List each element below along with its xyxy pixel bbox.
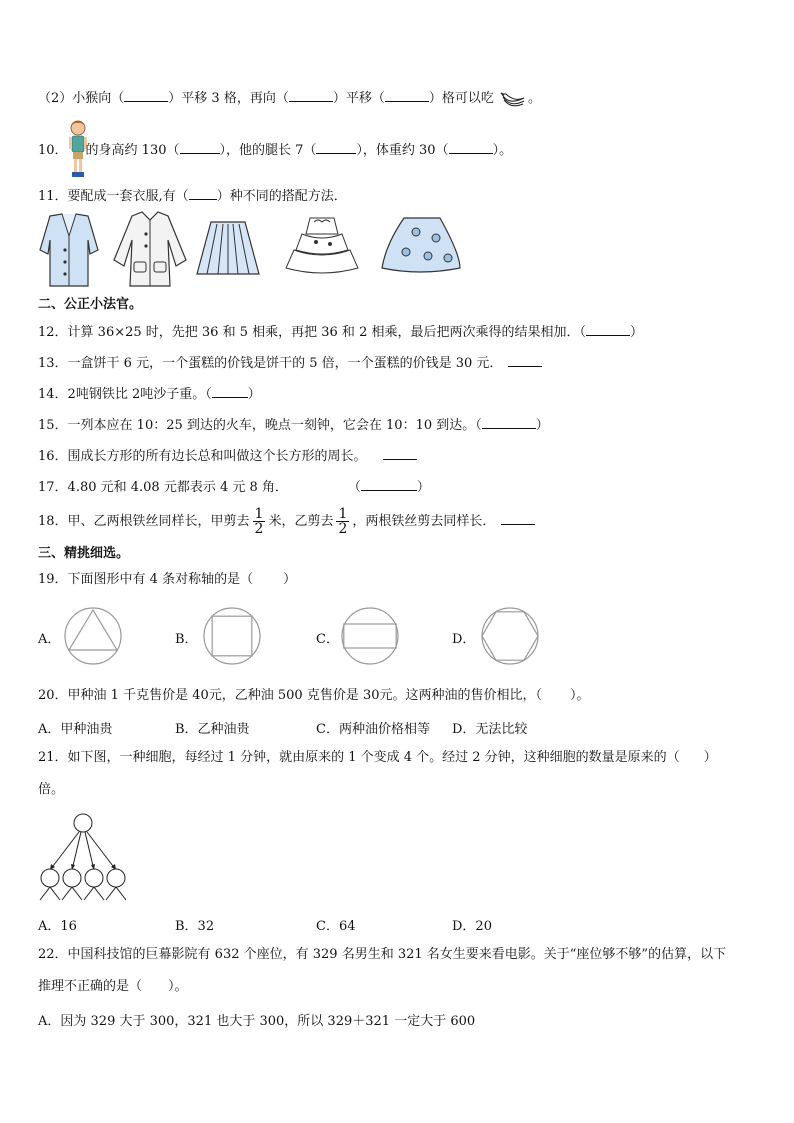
q9-line2: [38, 89, 541, 108]
q14-text-b: ）: [247, 387, 261, 402]
q12-line: [38, 323, 643, 342]
q10-text-d: ）。: [492, 143, 513, 158]
q10-line: [38, 141, 512, 160]
polka-skirt-icon: [378, 214, 464, 276]
q20-option-d[interactable]: D．无法比较: [452, 722, 528, 737]
rectangle-in-circle-icon: [340, 606, 400, 666]
q21-option-d[interactable]: D．20: [452, 919, 492, 934]
q16-text: 16．围成长方形的所有边长总和叫做这个长方形的周长。: [38, 449, 367, 464]
cell-division-tree: [38, 812, 134, 904]
answer-blank[interactable]: [124, 89, 168, 102]
fraction-numerator: 1: [254, 506, 264, 522]
answer-blank[interactable]: [189, 187, 217, 200]
q11-line: [38, 187, 347, 206]
q22-text-a: 推理不正确的是（: [38, 979, 143, 994]
q22-line2: [38, 978, 188, 996]
answer-blank[interactable]: [586, 323, 630, 336]
fraction-denominator: 2: [254, 521, 264, 537]
q22-option-a[interactable]: A．因为 329 大于 300，321 也大于 300，所以 329＋321 一定大于 600: [38, 1014, 476, 1029]
answer-blank[interactable]: [501, 512, 535, 525]
q10-num: 10．: [38, 143, 68, 158]
q17-text-a: 17．4.80 元和 4.08 元都表示 4 元 8 角．: [38, 480, 288, 495]
q19-text-b: ）: [283, 572, 297, 587]
pleated-skirt-icon: [193, 218, 263, 280]
coat-icon: [110, 210, 190, 290]
q19-option-d[interactable]: D．: [452, 632, 476, 647]
q9-text-b: ）平移 3 格，再向（: [168, 91, 289, 106]
q21-text-a: 21．如下图，一种细胞，每经过 1 分钟，就由原来的 1 个变成 4 个。经过 2 分钟，这种细胞的数量是原来的（: [38, 750, 680, 765]
q14-text-a: 14．2吨钢铁比 2吨沙子重。（: [38, 387, 212, 402]
answer-blank[interactable]: [385, 89, 429, 102]
q20-text-b: ）。: [570, 688, 590, 703]
banana-icon: [500, 90, 526, 108]
q20-option-c[interactable]: C．两种油价格相等: [316, 722, 430, 737]
q21-option-b[interactable]: B．32: [175, 919, 215, 934]
q19-option-b[interactable]: B．: [175, 632, 198, 647]
q13-text: 13．一盒饼干 6 元，一个蛋糕的价钱是饼干的 5 倍，一个蛋糕的价钱是 30 元．: [38, 356, 503, 371]
q21-option-c[interactable]: C．64: [316, 919, 356, 934]
q17-line: [38, 478, 430, 497]
q19-line: [38, 571, 296, 589]
q14-line: [38, 385, 261, 404]
answer-blank[interactable]: [316, 141, 356, 154]
q20-text-a: 20．甲种油 1 千克售价是 40元，乙种油 500 克售价是 30元。这两种油的售价相比，（: [38, 688, 543, 703]
q10-text-a: 的身高约 130（: [85, 143, 180, 158]
q11-text-b: ）种不同的搭配方法．: [216, 189, 347, 204]
answer-blank[interactable]: [482, 416, 536, 429]
hexagon-in-circle-icon: [480, 606, 540, 666]
q18-text-a: 18．甲、乙两根铁丝同样长，甲剪去: [38, 514, 250, 529]
ruffle-skirt-icon: [280, 214, 364, 280]
q10-text-c: ），体重约 30（: [356, 143, 449, 158]
q9-text-a: （2）小猴向（: [38, 91, 125, 106]
q21-option-a[interactable]: A．16: [38, 919, 77, 934]
answer-blank[interactable]: [508, 354, 542, 367]
triangle-in-circle-icon: [63, 606, 123, 666]
q20-option-a[interactable]: A．甲种油贵: [38, 722, 113, 737]
q9-text-c: ）平移（: [332, 91, 385, 106]
answer-blank[interactable]: [449, 141, 493, 154]
q12-text-b: ）: [629, 325, 643, 340]
section-heading: 二、公正小法官。: [38, 297, 143, 312]
q11-text-a: 11．要配成一套衣服,有（: [38, 189, 189, 204]
q12-text-a: 12．计算 36×25 时，先把 36 和 5 相乘，再把 36 和 2 相乘，最后把两次乘得的结果相加．（: [38, 325, 586, 340]
fraction: [336, 507, 349, 536]
q17-text-b: （: [347, 480, 361, 495]
q22-text-b: ）。: [168, 979, 188, 994]
q20-option-b[interactable]: B．乙种油贵: [175, 722, 250, 737]
fraction-numerator: 1: [338, 506, 348, 522]
q13-line: [38, 354, 542, 373]
q9-text-d: ）格可以吃: [428, 91, 494, 106]
q20-line: [38, 687, 590, 705]
q19-text-a: 19．下面图形中有 4 条对称轴的是（: [38, 572, 254, 587]
q18-text-c: ，两根铁丝剪去同样长．: [352, 514, 496, 529]
q10-text-b: ），他的腿长 7（: [219, 143, 317, 158]
answer-blank[interactable]: [289, 89, 333, 102]
answer-blank[interactable]: [383, 447, 417, 460]
q9-text-e: 。: [528, 91, 542, 106]
q15-text-b: ）: [535, 418, 549, 433]
q18-line: [38, 505, 535, 539]
answer-blank[interactable]: [180, 141, 220, 154]
q16-line: [38, 447, 417, 466]
fraction: [253, 507, 266, 536]
q22-line1: 22．中国科技馆的巨幕影院有 632 个座位，有 329 名男生和 321 名女生要来看电影。关于“座位够不够”的估算，以下: [38, 947, 727, 962]
square-in-circle-icon: [202, 606, 262, 666]
section-heading: 三、精挑细选。: [38, 546, 130, 561]
answer-blank[interactable]: [212, 385, 248, 398]
q21-line2: 倍。: [38, 782, 65, 797]
fraction-denominator: 2: [338, 521, 348, 537]
q15-line: [38, 416, 549, 435]
q21-line1: [38, 749, 717, 767]
jacket-sailor-icon: [36, 210, 102, 290]
q18-text-b: 米，乙剪去: [268, 514, 334, 529]
answer-blank[interactable]: [361, 478, 417, 491]
q21-text-b: ）: [703, 750, 717, 765]
q19-option-a[interactable]: A．: [38, 632, 61, 647]
q19-option-c[interactable]: C．: [316, 632, 339, 647]
q17-text-c: ）: [416, 480, 430, 495]
q15-text-a: 15．一列本应在 10：25 到达的火车，晚点一刻钟，它会在 10：10 到达。（: [38, 418, 482, 433]
